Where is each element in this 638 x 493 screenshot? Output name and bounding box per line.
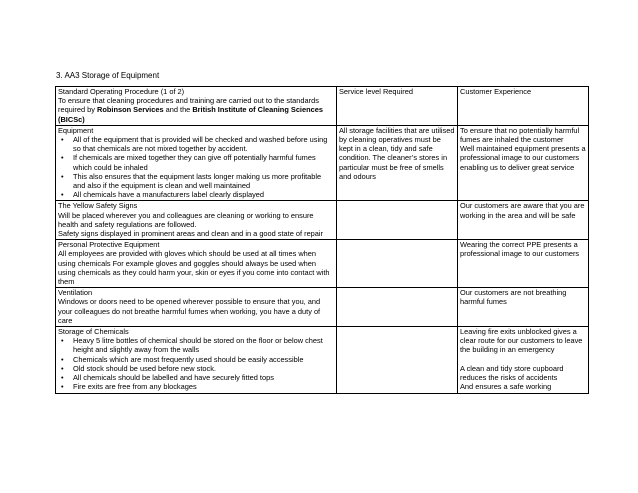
sop-table <box>55 86 589 394</box>
equipment-bullet-list <box>58 135 334 199</box>
ppe-service-cell <box>337 240 458 288</box>
safety-signs-title: The Yellow Safety Signs <box>58 201 138 211</box>
service-level-header: Service level Required <box>337 87 458 126</box>
customer-experience-header: Customer Experience <box>458 87 589 126</box>
table-row-equipment <box>56 125 589 201</box>
ventilation-customer-cell: Our customers are not breathing harmful fumes <box>458 288 589 327</box>
equipment-customer-cell: To ensure that no potentially harmful fumes are inhaled the customer Well maintained equipment presents a professional image to our customers enabling us to deliver great service <box>458 125 589 201</box>
institute-name: British Institute of Cleaning Sciences (BICSc) <box>58 105 323 124</box>
safety-signs-procedure-cell: The Yellow Safety Signs Will be placed wherever you and colleagues are cleaning or working to ensure health and safety regulations are followed. Safety signs displayed in prominent areas and clean and in a good state of repair <box>56 201 337 240</box>
table-row-ppe <box>56 240 589 288</box>
list-item: • Fire exits are free from any blockages <box>58 382 334 391</box>
list-item: • Chemicals which are most frequently used should be easily accessible <box>58 355 334 364</box>
company-name: Robinson Services <box>97 105 164 115</box>
storage-customer-cell: Leaving fire exits unblocked gives a clear route for our customers to leave the building in an emergency A clean and tidy store cupboard reduces the risks of accidents And ensures a safe working <box>458 327 589 393</box>
equipment-procedure-cell <box>56 125 337 201</box>
storage-procedure-cell <box>56 327 337 393</box>
ppe-title: Personal Protective Equipment <box>58 240 160 250</box>
list-item: • All chemicals should be labelled and have securely fitted tops <box>58 373 334 382</box>
procedure-title: Standard Operating Procedure (1 of 2) <box>58 87 185 96</box>
equipment-title: Equipment <box>58 125 94 135</box>
list-item: • Old stock should be used before new stock. <box>58 364 334 373</box>
ventilation-title: Ventilation <box>58 288 93 298</box>
list-item: • All chemicals have a manufacturers label clearly displayed <box>58 190 334 199</box>
list-item: • This also ensures that the equipment lasts longer making us more profitable and also if the equipment is clean and well maintained <box>58 172 334 190</box>
table-row-storage <box>56 327 589 393</box>
equipment-service-cell: All storage facilities that are utilised by cleaning operatives must be kept in a clean, tidy and safe condition. The cleaner’s stores in particular must be free of smells and odours <box>337 125 458 201</box>
table-row-header <box>56 87 589 126</box>
list-item: • All of the equipment that is provided will be checked and washed before using so that chemicals are not mixed together by accident. <box>58 135 334 153</box>
safety-signs-service-cell <box>337 201 458 240</box>
safety-signs-customer-cell: Our customers are aware that you are working in the area and will be safe <box>458 201 589 240</box>
list-item: • Heavy 5 litre bottles of chemical should be stored on the floor or below chest height and slightly away from the walls <box>58 336 334 354</box>
table-row-safety-signs <box>56 201 589 240</box>
storage-service-cell <box>337 327 458 393</box>
ppe-customer-cell: Wearing the correct PPE presents a professional image to our customers <box>458 240 589 288</box>
ventilation-service-cell <box>337 288 458 327</box>
ventilation-procedure-cell: Ventilation Windows or doors need to be opened wherever possible to ensure that you, and your colleagues do not breathe harmful fumes when working, you have a duty of care <box>56 288 337 327</box>
storage-bullet-list <box>58 336 334 391</box>
table-row-ventilation <box>56 288 589 327</box>
list-item: • If chemicals are mixed together they can give off potentially harmful fumes which could be inhaled <box>58 153 334 171</box>
procedure-intro: To ensure that cleaning procedures and training are carried out to the standards required by Robinson Services and the British Institute of Cleaning Sciences (BICSc) <box>58 96 323 124</box>
section-heading: 3. AA3 Storage of Equipment <box>56 71 160 80</box>
ppe-procedure-cell: Personal Protective Equipment All employees are provided with gloves which should be used at all times when using chemicals For example gloves and goggles should always be used when using chemicals as they could harm your, skin or eyes if you come into contact with them <box>56 240 337 288</box>
storage-title: Storage of Chemicals <box>58 327 129 337</box>
procedure-header-cell <box>56 87 337 126</box>
